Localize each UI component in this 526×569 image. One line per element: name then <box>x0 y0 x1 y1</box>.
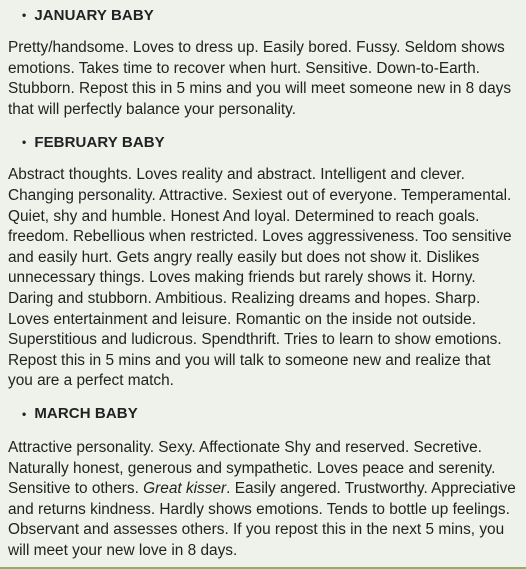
section-january <box>8 0 518 120</box>
body-emphasis: Great kisser <box>143 480 227 498</box>
body-text: Attractive personality. Sexy. Affectionate Shy and reserved. Secretive. Naturally honest, generous and sympathetic. Loves peace and serenity. Sensitive to others. <box>8 438 496 498</box>
section-heading <box>22 131 518 153</box>
body-text: . Easily angered. Trustworthy. Appreciative and returns kindness. Hardly shows emotions. Tends to bottle up feelings. Observant and assesses others. If you repost this in the next 5 mins, you will meet your new love in 8 days. <box>8 480 516 559</box>
section-body: Pretty/handsome. Loves to dress up. Easily bored. Fussy. Seldom shows emotions. Takes time to recover when hurt. Sensitive. Down-to-Earth. Stubborn. Repost this in 5 mins and you will meet someone new in 8 days that will perfectly balance your personality. <box>8 39 512 118</box>
heading-text: FEBRUARY BABY <box>34 133 165 151</box>
bullet: • <box>22 8 27 22</box>
section-march <box>8 403 518 562</box>
bullet: • <box>22 135 27 150</box>
bullet: • <box>22 406 27 421</box>
section-february <box>8 131 518 392</box>
section-heading <box>22 4 518 26</box>
heading-text: JANUARY BABY <box>34 6 154 24</box>
section-body <box>8 438 518 562</box>
section-heading <box>22 403 518 425</box>
section-body: Abstract thoughts. Loves reality and abstract. Intelligent and clever. Changing personality. Attractive. Sexiest out of everyone. Temperamental. Quiet, shy and humble. Honest And loyal. Determined to reach goals. freedom. Rebellious when restricted. Loves aggressiveness. Too sensitive and easily hurt. Gets angry really easily but does not show it. Dislikes unnecessary things. Loves making friends but rarely shows it. Horny. Daring and stubborn. Ambitious. Realizing dreams and hopes. Sharp. Loves entertainment and leisure. Romantic on the inside not outside. Superstitious and ludicrous. Spendthrift. Tries to learn to show emotions. Repost this in 5 mins and you will talk to someone new and realize that you are a perfect match. <box>8 166 512 390</box>
heading-text: MARCH BABY <box>34 405 138 423</box>
